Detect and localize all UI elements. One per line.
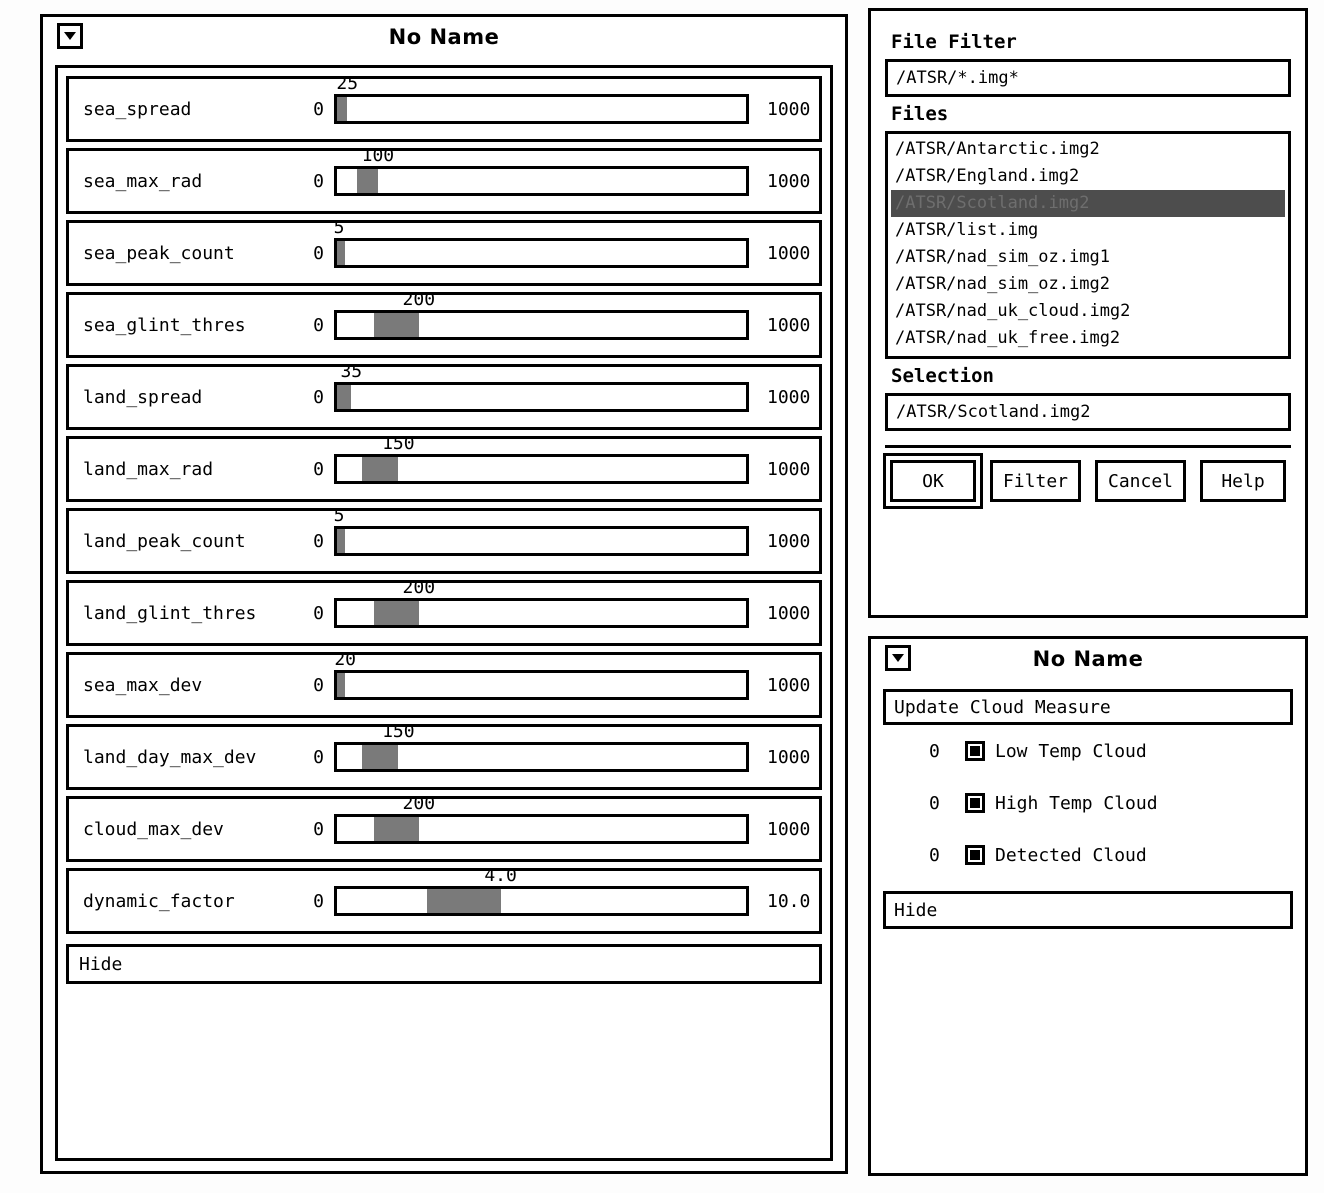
file-dialog-buttons <box>885 460 1291 502</box>
file-selection-body <box>885 25 1291 601</box>
file-list-item[interactable]: /ATSR/nad_sim_oz.img2 <box>895 274 1110 294</box>
slider-label: land_glint_thres <box>83 602 257 624</box>
slider-label: sea_glint_thres <box>83 314 246 336</box>
file-list-item[interactable]: /ATSR/nad_uk_free.img2 <box>895 328 1121 348</box>
update-cloud-measure-button[interactable]: Update Cloud Measure <box>883 689 1293 725</box>
slider-current-value: 200 <box>402 577 436 598</box>
slider-track[interactable] <box>333 505 749 556</box>
slider-row <box>66 577 822 646</box>
sliders-hide-button[interactable]: Hide <box>66 944 822 984</box>
slider-min-value: 0 <box>313 386 324 408</box>
slider-label: sea_peak_count <box>83 242 235 264</box>
slider-min-value: 0 <box>313 890 324 912</box>
window-menu-icon[interactable] <box>57 23 83 49</box>
file-list-item[interactable]: /ATSR/list.img <box>895 220 1039 240</box>
slider-max-value: 1000 <box>767 818 811 840</box>
slider-min-value: 0 <box>313 818 324 840</box>
slider-track[interactable] <box>334 721 749 772</box>
slider-max-value: 1000 <box>767 674 811 696</box>
slider-min-value: 0 <box>313 314 324 336</box>
file-list-item[interactable]: /ATSR/Scotland.img2 <box>891 190 1285 217</box>
slider-thumb[interactable] <box>337 529 345 553</box>
slider-track[interactable] <box>334 73 749 124</box>
slider-label: sea_max_rad <box>83 170 203 192</box>
cloud-count: 0 <box>929 740 940 762</box>
cloud-row-label: High Temp Cloud <box>995 792 1158 814</box>
slider-row <box>66 73 822 142</box>
slider-current-value: 200 <box>402 289 436 310</box>
slider-thumb[interactable] <box>427 889 501 913</box>
slider-thumb[interactable] <box>357 169 377 193</box>
cloud-checkbox[interactable] <box>965 793 985 813</box>
slider-track[interactable] <box>334 361 749 412</box>
slider-row <box>66 865 822 934</box>
file-list-item[interactable]: /ATSR/nad_uk_cloud.img2 <box>895 301 1131 321</box>
file-list-item[interactable]: /ATSR/nad_sim_oz.img1 <box>895 247 1110 267</box>
slider-track[interactable] <box>334 577 749 628</box>
slider-max-value: 1000 <box>767 746 811 768</box>
sliders-window-title: No Name <box>388 25 500 49</box>
sliders-window-titlebar <box>43 17 845 57</box>
slider-row <box>66 289 822 358</box>
window-corner-handle-bottom-right[interactable] <box>832 1158 848 1174</box>
slider-current-value: 100 <box>361 145 395 166</box>
slider-thumb[interactable] <box>337 385 351 409</box>
slider-thumb[interactable] <box>374 313 419 337</box>
slider-thumb[interactable] <box>374 601 419 625</box>
slider-max-value: 1000 <box>767 98 811 120</box>
slider-thumb[interactable] <box>337 241 345 265</box>
cloud-row-label: Low Temp Cloud <box>995 740 1147 762</box>
cloud-rows <box>883 725 1293 881</box>
slider-label: land_day_max_dev <box>83 746 257 768</box>
slider-thumb[interactable] <box>362 745 399 769</box>
slider-row <box>66 721 822 790</box>
slider-current-value: 35 <box>340 361 363 382</box>
slider-row <box>66 217 822 286</box>
slider-label: land_spread <box>83 386 203 408</box>
slider-label: land_peak_count <box>83 530 246 552</box>
slider-row <box>66 361 822 430</box>
cloud-measure-row <box>883 777 1293 829</box>
files-label: Files <box>891 103 949 125</box>
files-list[interactable] <box>885 131 1291 359</box>
slider-label: sea_spread <box>83 98 192 120</box>
slider-label: cloud_max_dev <box>83 818 224 840</box>
selection-input[interactable]: /ATSR/Scotland.img2 <box>885 393 1291 431</box>
cloud-measure-body <box>883 689 1293 1161</box>
cancel-button[interactable]: Cancel <box>1095 460 1186 502</box>
slider-max-value: 1000 <box>767 530 811 552</box>
slider-min-value: 0 <box>313 746 324 768</box>
sliders-window <box>40 14 848 1174</box>
cloud-measure-row <box>883 829 1293 881</box>
ok-button[interactable]: OK <box>890 460 976 502</box>
slider-max-value: 1000 <box>767 314 811 336</box>
slider-max-value: 1000 <box>767 170 811 192</box>
slider-max-value: 1000 <box>767 602 811 624</box>
cloud-checkbox[interactable] <box>965 845 985 865</box>
window-menu-icon[interactable] <box>885 645 911 671</box>
slider-track[interactable] <box>334 289 749 340</box>
slider-label: land_max_rad <box>83 458 214 480</box>
slider-track[interactable] <box>333 217 749 268</box>
divider <box>885 445 1291 448</box>
cloud-checkbox[interactable] <box>965 741 985 761</box>
slider-row <box>66 145 822 214</box>
slider-current-value: 5 <box>333 217 345 238</box>
window-corner-handle-bottom-left[interactable] <box>40 1158 56 1174</box>
slider-row <box>66 793 822 862</box>
slider-current-value: 4.0 <box>484 865 517 886</box>
filter-button[interactable]: Filter <box>990 460 1081 502</box>
slider-max-value: 10.0 <box>767 890 811 912</box>
slider-track[interactable] <box>334 649 749 700</box>
cloud-window-title: No Name <box>1032 647 1144 671</box>
slider-max-value: 1000 <box>767 386 811 408</box>
slider-row <box>66 433 822 502</box>
cloud-measure-row <box>883 725 1293 777</box>
slider-min-value: 0 <box>313 98 324 120</box>
slider-thumb[interactable] <box>337 97 347 121</box>
slider-track[interactable] <box>334 433 749 484</box>
slider-row <box>66 649 822 718</box>
slider-label: sea_max_dev <box>83 674 203 696</box>
slider-max-value: 1000 <box>767 458 811 480</box>
cloud-count: 0 <box>929 844 940 866</box>
slider-track[interactable] <box>334 865 749 916</box>
slider-min-value: 0 <box>313 530 324 552</box>
file-list-item[interactable]: /ATSR/Antarctic.img2 <box>895 139 1100 159</box>
cloud-row-label: Detected Cloud <box>995 844 1147 866</box>
cloud-count: 0 <box>929 792 940 814</box>
slider-current-value: 150 <box>382 721 415 742</box>
cloud-hide-button[interactable]: Hide <box>883 891 1293 929</box>
slider-min-value: 0 <box>313 602 324 624</box>
slider-min-value: 0 <box>313 458 324 480</box>
slider-thumb[interactable] <box>362 457 399 481</box>
slider-current-value: 150 <box>382 433 415 454</box>
slider-current-value: 5 <box>333 505 345 526</box>
cloud-measure-window <box>868 636 1308 1176</box>
slider-min-value: 0 <box>313 170 324 192</box>
selection-label: Selection <box>891 365 994 387</box>
help-button[interactable]: Help <box>1200 460 1286 502</box>
file-list-item[interactable]: /ATSR/England.img2 <box>895 166 1080 186</box>
slider-current-value: 25 <box>336 73 359 94</box>
sliders-container <box>55 65 833 1161</box>
slider-max-value: 1000 <box>767 242 811 264</box>
slider-label: dynamic_factor <box>83 890 235 912</box>
file-filter-input[interactable]: /ATSR/*.img* <box>885 59 1291 97</box>
slider-thumb[interactable] <box>374 817 419 841</box>
cloud-window-titlebar <box>871 639 1305 679</box>
file-filter-label: File Filter <box>891 31 1017 53</box>
slider-current-value: 200 <box>402 793 436 814</box>
slider-min-value: 0 <box>313 242 324 264</box>
file-selection-window <box>868 8 1308 618</box>
slider-thumb[interactable] <box>337 673 345 697</box>
slider-track[interactable] <box>334 793 749 844</box>
slider-current-value: 20 <box>334 649 357 670</box>
slider-row <box>66 505 822 574</box>
slider-track[interactable] <box>334 145 749 196</box>
slider-min-value: 0 <box>313 674 324 696</box>
